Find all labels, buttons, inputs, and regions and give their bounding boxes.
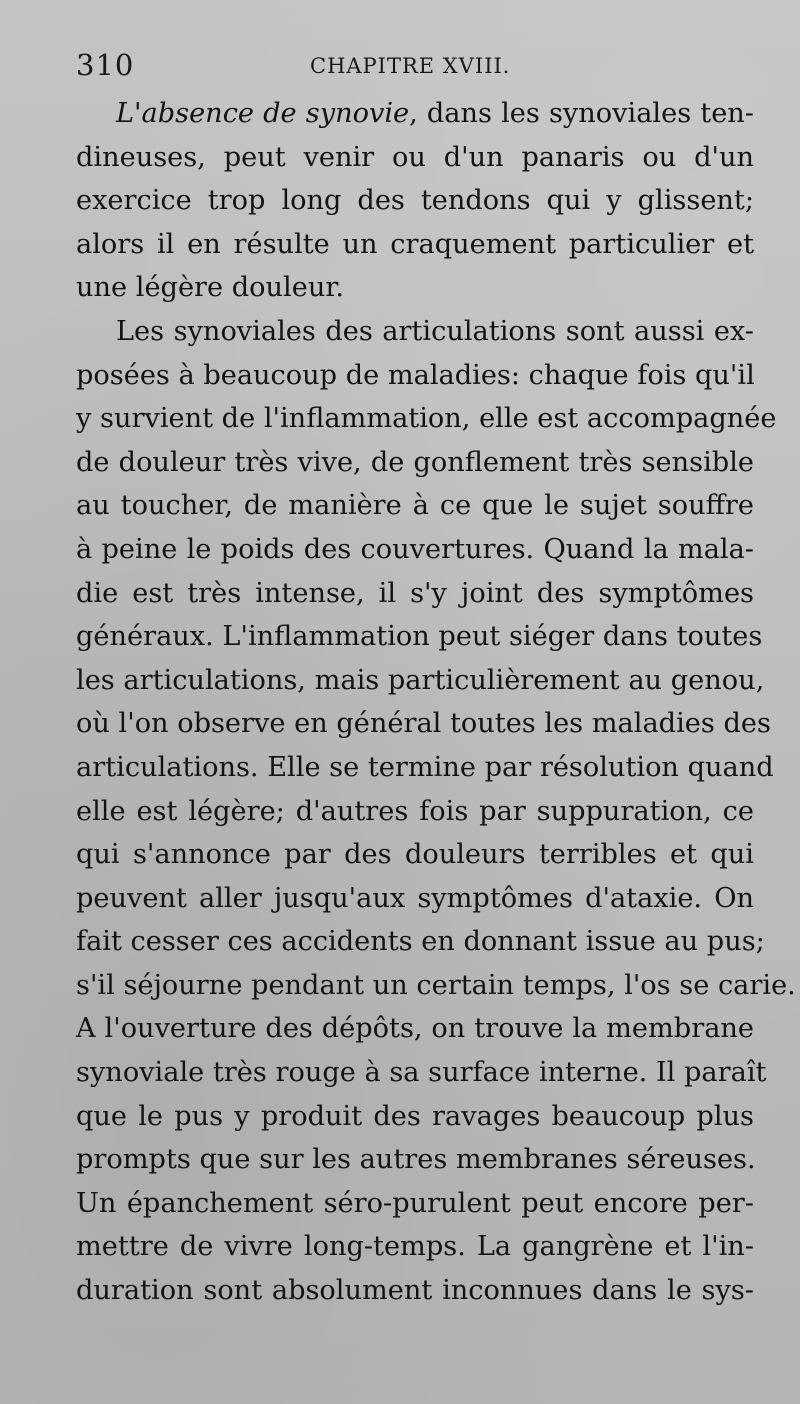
text-line: de douleur très vive, de gonflement très sensible xyxy=(76,446,754,478)
text-line xyxy=(76,92,754,136)
text-line: prompts que sur les autres membranes séreuses. xyxy=(76,1144,756,1176)
text-line: A l'ouverture des dépôts, on trouve la membrane xyxy=(76,1013,754,1045)
text-line: qui s'annonce par des douleurs terribles et qui xyxy=(76,839,754,871)
italic-term: L'absence de synovie xyxy=(116,98,410,129)
text-line: s'il séjourne pendant un certain temps, l'os se carie. xyxy=(76,969,796,1001)
page-number: 310 xyxy=(76,48,135,82)
text-line: articulations. Elle se termine par résolution quand xyxy=(76,751,774,783)
running-head xyxy=(76,48,754,88)
text-line: peuvent aller jusqu'aux symptômes d'ataxie. On xyxy=(76,882,754,914)
line-text: , dans les synoviales ten- xyxy=(409,98,754,129)
text-line: dineuses, peut venir ou d'un panaris ou d'un xyxy=(76,141,754,173)
text-line: fait cesser ces accidents en donnant issue au pus; xyxy=(76,926,765,958)
text-line: die est très intense, il s'y joint des symptômes xyxy=(76,577,754,609)
chapter-title: CHAPITRE XVIII. xyxy=(310,54,511,78)
text-line: une légère douleur. xyxy=(76,272,344,304)
text-line: synoviale très rouge à sa surface interne. Il paraît xyxy=(76,1057,767,1089)
text-line: posées à beaucoup de maladies: chaque fois qu'il xyxy=(76,359,755,391)
text-line: duration sont absolument inconnues dans le sys- xyxy=(76,1275,754,1307)
text-line: Un épanchement séro-purulent peut encore per- xyxy=(76,1187,754,1219)
body-text xyxy=(76,92,796,1313)
text-line: y survient de l'inflammation, elle est accompagnée xyxy=(76,403,777,435)
text-line: elle est légère; d'autres fois par suppuration, ce xyxy=(76,795,754,827)
text-line: que le pus y produit des ravages beaucoup plus xyxy=(76,1100,754,1132)
text-line: les articulations, mais particulièrement au genou, xyxy=(76,664,765,696)
text-line: où l'on observe en général toutes les maladies des xyxy=(76,708,771,740)
text-line: au toucher, de manière à ce que le sujet souffre xyxy=(76,490,754,522)
text-line: Les synoviales des articulations sont aussi ex- xyxy=(116,315,754,347)
text-line: exercice trop long des tendons qui y glissent; xyxy=(76,185,754,217)
text-line: alors il en résulte un craquement particulier et xyxy=(76,228,754,260)
text-line: mettre de vivre long-temps. La gangrène et l'in- xyxy=(76,1231,754,1263)
paragraph-articular-synovials xyxy=(76,310,796,1313)
text-line: généraux. L'inflammation peut siéger dans toutes xyxy=(76,621,763,653)
text-line: à peine le poids des couvertures. Quand la mala- xyxy=(76,533,754,565)
paragraph-synovie-absence xyxy=(76,92,754,310)
